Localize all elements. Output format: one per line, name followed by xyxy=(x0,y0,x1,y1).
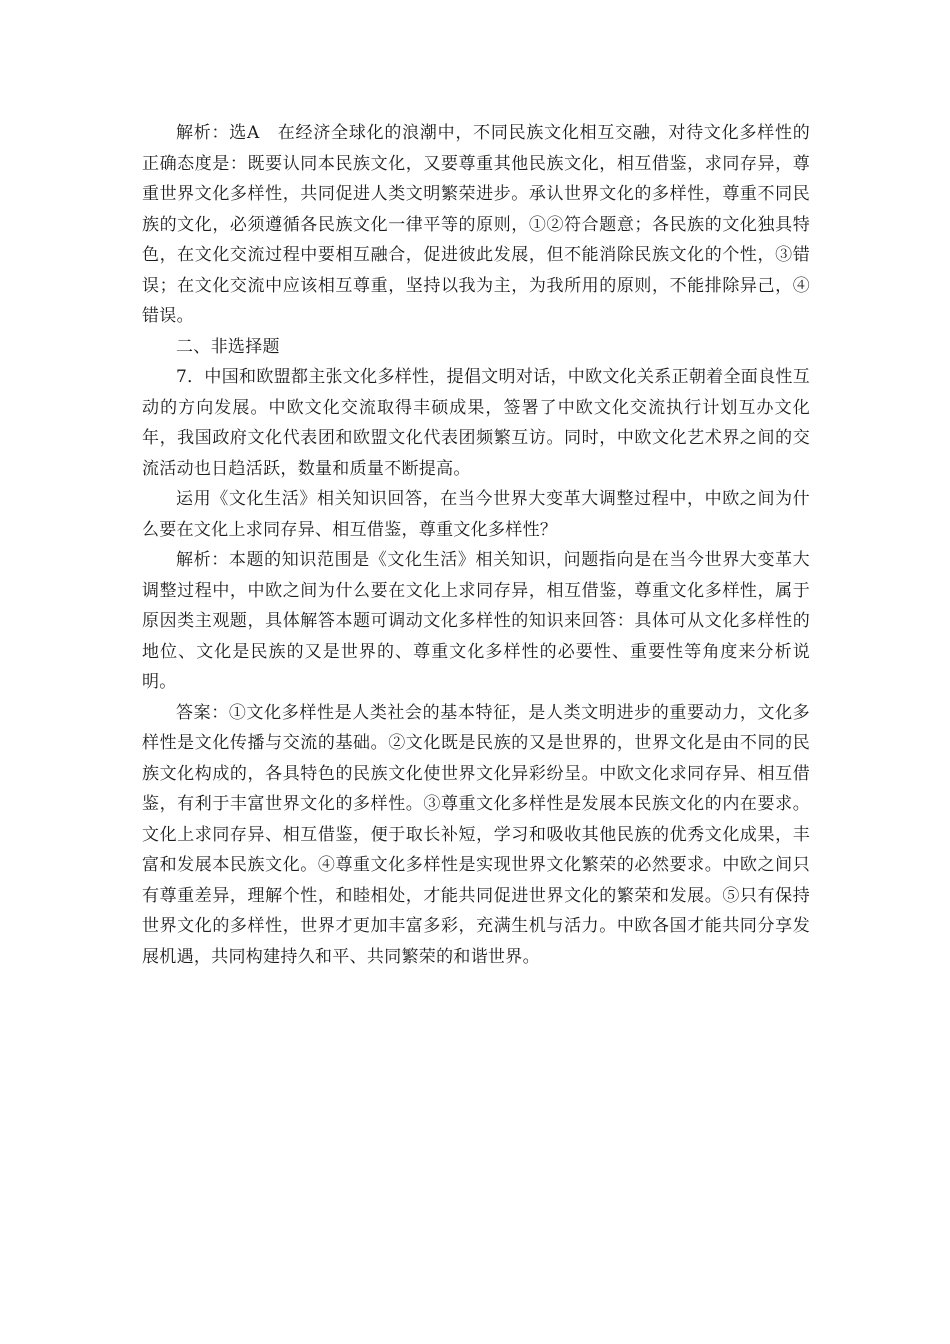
section-heading-non-choice: 二、非选择题 xyxy=(176,336,280,357)
question-7-prompt: 运用《文化生活》相关知识回答，在当今世界大变革大调整过程中，中欧之间为什么要在文化上求同存异、相互借鉴，尊重文化多样性？ xyxy=(142,489,810,540)
answer-paragraph: 答案：①文化多样性是人类社会的基本特征，是人类文明进步的重要动力，文化多样性是文化传播与交流的基础。②文化既是民族的又是世界的，世界文化是由不同的民族文化构成的，各具特色的民族文化使世界文化异彩纷呈。中欧文化求同存异、相互借鉴，有利于丰富世界文化的多样性。③尊重文化多样性是发展本民族文化的内在要求。文化上求同存异、相互借鉴，便于取长补短，学习和吸收其他民族的优秀文化成果，丰富和发展本民族文化。④尊重文化多样性是实现世界文化繁荣的必然要求。中欧之间只有尊重差异，理解个性，和睦相处，才能共同促进世界文化的繁荣和发展。⑤只有保持世界文化的多样性，世界才更加丰富多彩，充满生机与活力。中欧各国才能共同分享发展机遇，共同构建持久和平、共同繁荣的和谐世界。 xyxy=(142,702,810,967)
question-7-material: 7．中国和欧盟都主张文化多样性，提倡文明对话，中欧文化关系正朝着全面良性互动的方向发展。中欧文化交流取得丰硕成果，签署了中欧文化交流执行计划互办文化年，我国政府文化代表团和欧盟文化代表团频繁互访。同时，中欧文化艺术界之间的交流活动也日趋活跃，数量和质量不断提高。 xyxy=(142,367,810,479)
analysis-paragraph-1: 解析：选A 在经济全球化的浪潮中，不同民族文化相互交融，对待文化多样性的正确态度是：既要认同本民族文化，又要尊重其他民族文化，相互借鉴，求同存异，尊重世界文化多样性，共同促进人类文明繁荣进步。承认世界文化的多样性，尊重不同民族的文化，必须遵循各民族文化一律平等的原则，①②符合题意；各民族的文化独具特色，在文化交流过程中要相互融合，促进彼此发展，但不能消除民族文化的个性，③错误；在文化交流中应该相互尊重，坚持以我为主，为我所用的原则，不能排除异己，④错误。 xyxy=(142,123,810,326)
analysis-paragraph-2: 解析：本题的知识范围是《文化生活》相关知识，问题指向是在当今世界大变革大调整过程中，中欧之间为什么要在文化上求同存异，相互借鉴，尊重文化多样性，属于原因类主观题，具体解答本题可调动文化多样性的知识来回答：具体可从文化多样性的地位、文化是民族的又是世界的、尊重文化多样性的必要性、重要性等角度来分析说明。 xyxy=(142,550,810,692)
document-page xyxy=(142,118,810,972)
